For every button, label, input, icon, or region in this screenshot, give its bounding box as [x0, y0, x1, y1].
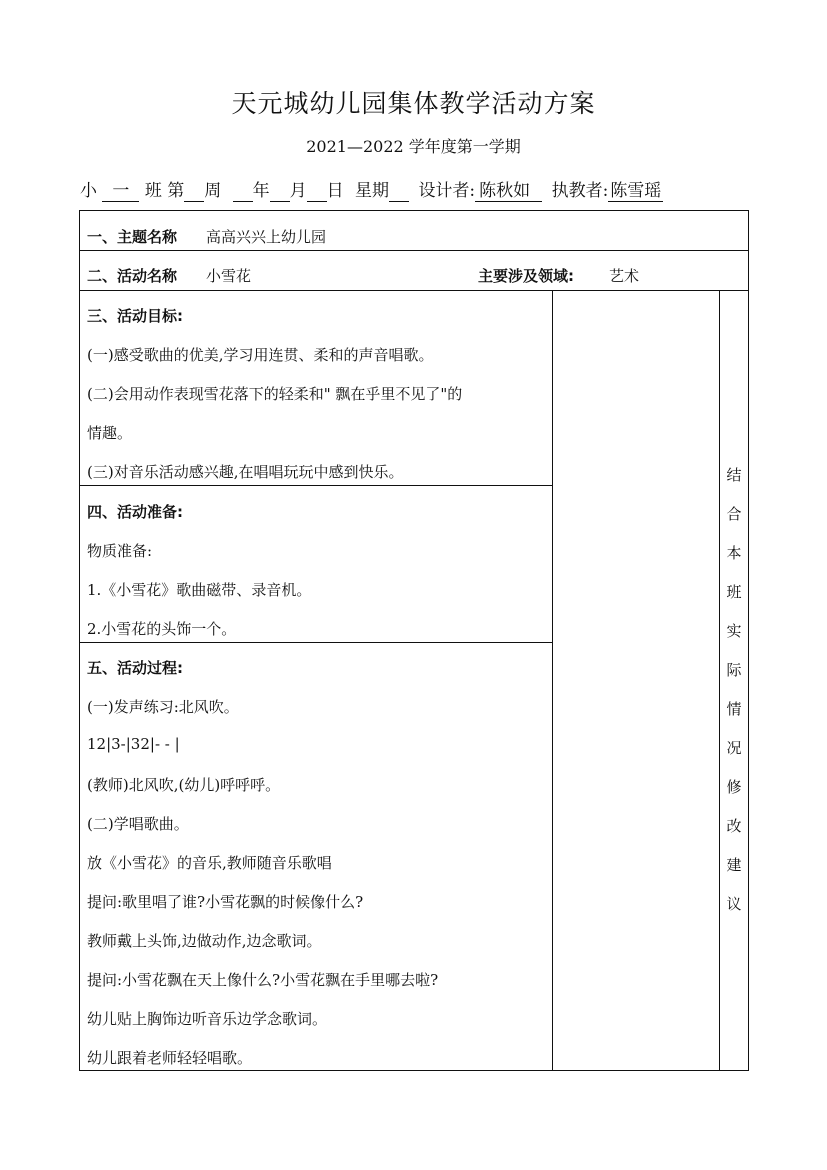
- process-line: 12|3-|32|- - |: [87, 735, 180, 753]
- table-border-top: [79, 210, 749, 211]
- side-note-char: 合: [726, 505, 742, 523]
- prep-label: 四、活动准备:: [87, 503, 183, 521]
- side-note-char: 本: [726, 544, 742, 562]
- domain-label: 主要涉及领域:: [478, 267, 574, 285]
- year-label: 年: [252, 181, 270, 201]
- side-note-char: 实: [726, 622, 742, 640]
- goal-line: (二)会用动作表现雪花落下的轻柔和" 飘在乎里不见了"的: [87, 385, 463, 403]
- week-blank: [184, 183, 204, 202]
- process-line: 教师戴上头饰,边做动作,边念歌词。: [87, 932, 322, 950]
- process-line: 提问:歌里唱了谁?小雪花飘的时候像什么?: [87, 893, 364, 911]
- class-value: 一: [102, 181, 139, 202]
- theme-label: 一、主题名称: [87, 228, 178, 246]
- side-note-char: 班: [726, 583, 742, 601]
- goal-line: 情趣。: [87, 424, 133, 442]
- side-note-char: 建: [726, 856, 742, 874]
- class-suffix: 班: [144, 181, 162, 201]
- activity-value: 小雪花: [206, 267, 252, 285]
- process-line: (教师)北风吹,(幼儿)呼呼呼。: [87, 776, 281, 794]
- theme-value: 高高兴兴上幼儿园: [206, 228, 327, 246]
- year-blank: [233, 183, 253, 202]
- goals-label: 三、活动目标:: [87, 307, 183, 325]
- side-note-char: 议: [726, 895, 742, 913]
- weekday-blank: [389, 183, 409, 202]
- prep-line: 物质准备:: [87, 542, 153, 560]
- day-blank: [307, 183, 327, 202]
- designer-value: 陈秋如: [475, 181, 542, 202]
- weekday-label: 星期: [355, 181, 390, 201]
- designer-label: 设计者:: [418, 181, 476, 201]
- process-label: 五、活动过程:: [87, 659, 183, 677]
- process-line: 放《小雪花》的音乐,教师随音乐歌唱: [87, 854, 332, 872]
- side-note-vertical: [720, 456, 748, 924]
- side-note-char: 况: [726, 739, 742, 757]
- row-divider-4: [79, 642, 552, 643]
- goal-line: (三)对音乐活动感兴趣,在唱唱玩玩中感到快乐。: [87, 463, 404, 481]
- teacher-label: 执教者:: [551, 181, 609, 201]
- table-border-bottom: [79, 1070, 749, 1071]
- process-line: 幼儿贴上胸饰边听音乐边学念歌词。: [87, 1010, 328, 1028]
- prep-line: 2.小雪花的头饰一个。: [87, 620, 237, 638]
- semester-subtitle: 2021—2022 学年度第一学期: [306, 137, 521, 156]
- process-line: (一)发声练习:北风吹。: [87, 698, 239, 716]
- day-label: 日: [326, 181, 344, 201]
- process-line: 提问:小雪花飘在天上像什么?小雪花飘在手里哪去啦?: [87, 971, 439, 989]
- class-prefix: 小: [80, 181, 97, 201]
- side-note-char: 际: [726, 661, 742, 679]
- info-line: [80, 176, 663, 202]
- side-note-char: 修: [726, 778, 742, 796]
- process-line: (二)学唱歌曲。: [87, 815, 189, 833]
- activity-label: 二、活动名称: [87, 267, 178, 285]
- side-note-char: 结: [726, 466, 742, 484]
- month-label: 月: [289, 181, 307, 201]
- table-border-left: [79, 210, 80, 1071]
- goal-line: (一)感受歌曲的优美,学习用连贯、柔和的声音唱歌。: [87, 346, 434, 364]
- table-border-right: [748, 210, 749, 1071]
- week-label: 第: [167, 181, 185, 201]
- document-title: 天元城幼儿园集体教学活动方案: [231, 89, 596, 118]
- side-note-char: 改: [726, 817, 742, 835]
- column-divider-middle: [552, 290, 553, 1071]
- process-line: 幼儿跟着老师轻轻唱歌。: [87, 1049, 253, 1067]
- month-blank: [270, 183, 290, 202]
- week-suffix: 周: [204, 181, 222, 201]
- side-note-char: 情: [726, 700, 742, 718]
- row-divider-1: [79, 250, 749, 251]
- domain-value: 艺术: [609, 267, 640, 285]
- prep-line: 1.《小雪花》歌曲磁带、录音机。: [87, 581, 312, 599]
- row-divider-3: [79, 485, 552, 486]
- teacher-value: 陈雪瑶: [610, 181, 662, 201]
- row-divider-2: [79, 290, 749, 291]
